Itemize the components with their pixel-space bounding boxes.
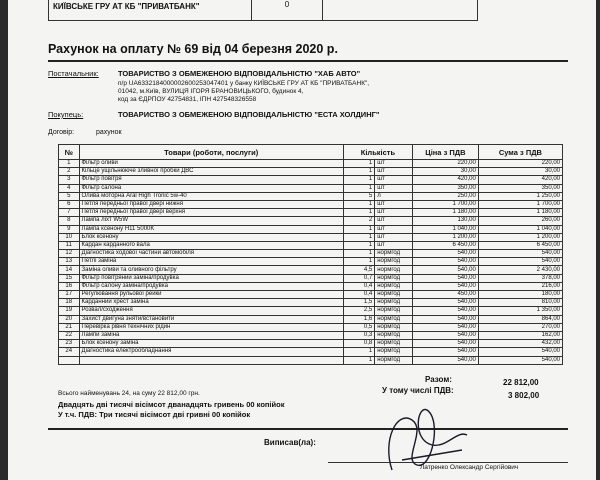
table-row <box>59 160 563 168</box>
row-unit: нормгод <box>375 315 413 323</box>
title-divider <box>48 60 568 62</box>
row-qty: 0,7 <box>343 274 374 282</box>
buyer-name: ТОВАРИСТВО З ОБМЕЖЕНОЮ ВІДПОВІДАЛЬНІСТЮ "ЕСТА ХОЛДИНГ" <box>118 110 380 119</box>
table-row <box>59 282 563 290</box>
row-name: Перевірка рівня технічних рідин <box>79 323 343 331</box>
row-price: 540,00 <box>412 274 478 282</box>
header-name: Товари (роботи, послуги) <box>79 145 343 160</box>
row-qty: 1,6 <box>343 315 374 323</box>
table-row <box>59 356 563 364</box>
row-price: 540,00 <box>412 356 478 364</box>
table-row <box>59 323 563 331</box>
table-row <box>59 291 563 299</box>
row-number: 11 <box>59 241 80 249</box>
top-bank-row <box>48 0 478 21</box>
row-number: 3 <box>59 176 80 184</box>
row-name: Фільтр салона <box>79 184 343 192</box>
row-price: 420,00 <box>412 176 478 184</box>
row-unit: шт <box>375 233 413 241</box>
row-number <box>59 356 80 364</box>
table-row <box>59 299 563 307</box>
row-number: 22 <box>59 331 80 339</box>
total-label: Разом: <box>425 375 452 384</box>
row-number: 2 <box>59 168 80 176</box>
row-qty: 1 <box>343 250 374 258</box>
row-unit: шт <box>375 160 413 168</box>
row-sum: 30,00 <box>478 168 562 176</box>
row-price: 540,00 <box>412 299 478 307</box>
row-number: 8 <box>59 217 80 225</box>
row-price: 540,00 <box>412 348 478 356</box>
row-name: Карданний хрест заміна <box>79 299 343 307</box>
row-number: 15 <box>59 274 80 282</box>
row-name: Регулювання рульової рейки <box>79 291 343 299</box>
contract-value: рахунок <box>96 129 122 136</box>
signature-label: Виписав(ла): <box>264 438 316 447</box>
row-number: 13 <box>59 258 80 266</box>
row-unit: л <box>375 192 413 200</box>
summary-vat-words: У т.ч. ПДВ: Три тисячі вісімсот дві гривні 00 копійок <box>58 410 251 419</box>
row-qty: 1 <box>343 209 374 217</box>
table-row <box>59 241 563 249</box>
row-price: 540,00 <box>412 315 478 323</box>
row-number: 21 <box>59 323 80 331</box>
row-number: 16 <box>59 282 80 290</box>
row-qty: 0,3 <box>343 331 374 339</box>
contract-label: Договір: <box>48 129 75 136</box>
row-price: 540,00 <box>412 340 478 348</box>
table-row <box>59 233 563 241</box>
row-sum: 420,00 <box>478 176 562 184</box>
row-name: Лампа ліхт W5W <box>79 217 343 225</box>
row-sum: 1 700,00 <box>478 200 562 208</box>
row-qty: 1 <box>343 168 374 176</box>
row-name <box>79 356 343 364</box>
row-unit: нормгод <box>375 266 413 274</box>
row-number: 10 <box>59 233 80 241</box>
row-number: 23 <box>59 340 80 348</box>
table-row <box>59 250 563 258</box>
row-name: Блок ксенону <box>79 233 343 241</box>
row-price: 1 040,00 <box>412 225 478 233</box>
row-qty: 1 <box>343 184 374 192</box>
supplier-line1: п/р UA633218400000260025304740​1 у банку КИЇВСЬКЕ ГРУ АТ КБ "ПРИВАТБАНК", <box>118 80 370 87</box>
row-sum: 180,00 <box>478 291 562 299</box>
row-sum: 220,00 <box>478 160 562 168</box>
row-price: 6 450,00 <box>412 241 478 249</box>
row-qty: 0,8 <box>343 340 374 348</box>
row-name: Кільце ущільнююче зливної пробки ДВС <box>79 168 343 176</box>
row-name: Петля передньої правої двері верхня <box>79 209 343 217</box>
row-sum: 540,00 <box>478 356 562 364</box>
row-name: Лампи заміна <box>79 331 343 339</box>
row-number: 4 <box>59 184 80 192</box>
row-price: 1 700,00 <box>412 200 478 208</box>
row-price: 220,00 <box>412 160 478 168</box>
row-price: 540,00 <box>412 331 478 339</box>
table-row <box>59 340 563 348</box>
row-qty: 1 <box>343 258 374 266</box>
row-unit: нормгод <box>375 258 413 266</box>
row-number: 20 <box>59 315 80 323</box>
supplier-line3: код за ЄДРПОУ 42754831, ІПН 427548326558 <box>118 96 257 103</box>
signature-divider <box>48 428 568 430</box>
row-price: 350,00 <box>412 184 478 192</box>
table-row <box>59 200 563 208</box>
row-unit: шт <box>375 241 413 249</box>
row-qty: 1,5 <box>343 299 374 307</box>
vat-label: У тому числі ПДВ: <box>382 386 454 395</box>
row-price: 540,00 <box>412 258 478 266</box>
table-row <box>59 315 563 323</box>
row-name: Кардан карданного вала <box>79 241 343 249</box>
row-unit: шт <box>375 225 413 233</box>
row-sum: 810,00 <box>478 299 562 307</box>
row-qty: 0,5 <box>343 323 374 331</box>
row-unit: нормгод <box>375 340 413 348</box>
row-qty: 0,4 <box>343 291 374 299</box>
row-sum: 260,00 <box>478 217 562 225</box>
row-qty: 1 <box>343 176 374 184</box>
row-sum: 216,00 <box>478 282 562 290</box>
header-price: Ціна з ПДВ <box>412 145 478 160</box>
row-unit: нормгод <box>375 291 413 299</box>
row-sum: 162,00 <box>478 331 562 339</box>
row-sum: 350,00 <box>478 184 562 192</box>
row-sum: 540,00 <box>478 250 562 258</box>
row-unit: нормгод <box>375 307 413 315</box>
row-unit: нормгод <box>375 299 413 307</box>
handwritten-signature <box>372 400 482 478</box>
row-unit: нормгод <box>375 282 413 290</box>
row-number: 12 <box>59 250 80 258</box>
table-header-row <box>59 145 563 160</box>
row-number: 7 <box>59 209 80 217</box>
row-name: Фільтр повітряний заміна/продувка <box>79 274 343 282</box>
row-qty: 2,5 <box>343 307 374 315</box>
row-unit: шт <box>375 200 413 208</box>
row-number: 14 <box>59 266 80 274</box>
row-name: Діагностика електрообладнання <box>79 348 343 356</box>
row-sum: 6 450,00 <box>478 241 562 249</box>
row-unit: нормгод <box>375 250 413 258</box>
row-qty: 1 <box>343 348 374 356</box>
row-qty: 1 <box>343 225 374 233</box>
row-sum: 378,00 <box>478 274 562 282</box>
row-qty: 1 <box>343 233 374 241</box>
row-price: 1 180,00 <box>412 209 478 217</box>
table-row <box>59 168 563 176</box>
invoice-sheet <box>8 0 596 480</box>
supplier-name: ТОВАРИСТВО З ОБМЕЖЕНОЮ ВІДПОВІДАЛЬНІСТЮ "ХАБ АВТО" <box>118 69 361 78</box>
row-sum: 1 180,00 <box>478 209 562 217</box>
row-number: 24 <box>59 348 80 356</box>
supplier-line2: 01042, м.Київ, ВУЛИЦЯ ІГОРЯ БРАНОВИЦЬКОГО, будинок 4, <box>118 88 304 95</box>
row-qty: 1 <box>343 160 374 168</box>
row-name: Фільтр оливи <box>79 160 343 168</box>
summary-count: Всього найменувань 24, на суму 22 812,00 грн. <box>58 390 200 397</box>
table-row <box>59 209 563 217</box>
row-name: Блок ксенону заміна <box>79 340 343 348</box>
row-qty: 5 <box>343 192 374 200</box>
row-name: Діагностика ходової частини автомобіля <box>79 250 343 258</box>
row-sum: 2 430,00 <box>478 266 562 274</box>
row-name: Захист двигуна зняти/встановити <box>79 315 343 323</box>
row-unit: шт <box>375 168 413 176</box>
row-qty: 1 <box>343 241 374 249</box>
row-sum: 1 040,00 <box>478 225 562 233</box>
row-sum: 270,00 <box>478 323 562 331</box>
row-qty: 0,4 <box>343 282 374 290</box>
row-number: 9 <box>59 225 80 233</box>
row-qty: 2 <box>343 217 374 225</box>
row-qty: 4,5 <box>343 266 374 274</box>
row-sum: 432,00 <box>478 340 562 348</box>
row-sum: 1 250,00 <box>478 192 562 200</box>
table-row <box>59 331 563 339</box>
table-row <box>59 225 563 233</box>
row-unit: нормгод <box>375 323 413 331</box>
row-unit: шт <box>375 184 413 192</box>
header-sum: Сума з ПДВ <box>478 145 562 160</box>
row-unit: нормгод <box>375 274 413 282</box>
row-name: Розвал/сходження <box>79 307 343 315</box>
table-row <box>59 274 563 282</box>
top-bank-name: КИЇВСЬКЕ ГРУ АТ КБ "ПРИВАТБАНК" <box>53 2 200 11</box>
row-name: Петля передньої правої двері нижня <box>79 200 343 208</box>
row-unit: шт <box>375 176 413 184</box>
row-unit: нормгод <box>375 348 413 356</box>
row-name: Фільтр салону заміна/продувка <box>79 282 343 290</box>
row-number: 18 <box>59 299 80 307</box>
row-price: 540,00 <box>412 307 478 315</box>
table-row <box>59 258 563 266</box>
table-row <box>59 217 563 225</box>
row-name: Олива моторна Aral High Tronic 5w-40 <box>79 192 343 200</box>
row-price: 130,00 <box>412 217 478 225</box>
header-number: № <box>59 145 80 160</box>
top-bank-value: 0 <box>251 0 323 20</box>
row-price: 250,00 <box>412 192 478 200</box>
row-name: Заміна оливи та оливного фільтру <box>79 266 343 274</box>
row-price: 1 200,00 <box>412 233 478 241</box>
buyer-label: Покупець: <box>48 110 84 119</box>
table-row <box>59 192 563 200</box>
row-name: Петлі заміна <box>79 258 343 266</box>
table-row <box>59 176 563 184</box>
total-value: 22 812,00 <box>503 378 539 387</box>
table-row <box>59 307 563 315</box>
table-row <box>59 266 563 274</box>
row-price: 540,00 <box>412 282 478 290</box>
signature-name: Латренко Олександр Сергійович <box>420 464 519 471</box>
row-qty: 1 <box>343 200 374 208</box>
row-price: 540,00 <box>412 266 478 274</box>
row-price: 540,00 <box>412 250 478 258</box>
items-table <box>58 144 563 365</box>
row-name: Фільтр повітря <box>79 176 343 184</box>
row-sum: 1 350,00 <box>478 307 562 315</box>
invoice-title: Рахунок на оплату № 69 від 04 березня 2020 р. <box>48 42 338 56</box>
row-unit: нормгод <box>375 356 413 364</box>
header-quantity: Кількість <box>343 145 412 160</box>
table-row <box>59 184 563 192</box>
supplier-label: Постачальник: <box>48 69 99 78</box>
row-unit: шт <box>375 209 413 217</box>
row-price: 450,00 <box>412 291 478 299</box>
row-sum: 1 200,00 <box>478 233 562 241</box>
row-unit: нормгод <box>375 331 413 339</box>
row-number: 5 <box>59 192 80 200</box>
row-sum: 540,00 <box>478 348 562 356</box>
row-number: 6 <box>59 200 80 208</box>
row-number: 17 <box>59 291 80 299</box>
summary-words: Двадцять дві тисячі вісімсот дванадцять гривень 00 копійок <box>58 400 285 409</box>
row-qty: 1 <box>343 356 374 364</box>
vat-value: 3 802,00 <box>508 391 540 400</box>
row-price: 30,00 <box>412 168 478 176</box>
row-unit: шт <box>375 217 413 225</box>
row-number: 19 <box>59 307 80 315</box>
row-sum: 864,00 <box>478 315 562 323</box>
row-price: 540,00 <box>412 323 478 331</box>
row-name: Лампа ксенону H11 5000K <box>79 225 343 233</box>
row-sum: 540,00 <box>478 258 562 266</box>
table-row <box>59 348 563 356</box>
row-number: 1 <box>59 160 80 168</box>
